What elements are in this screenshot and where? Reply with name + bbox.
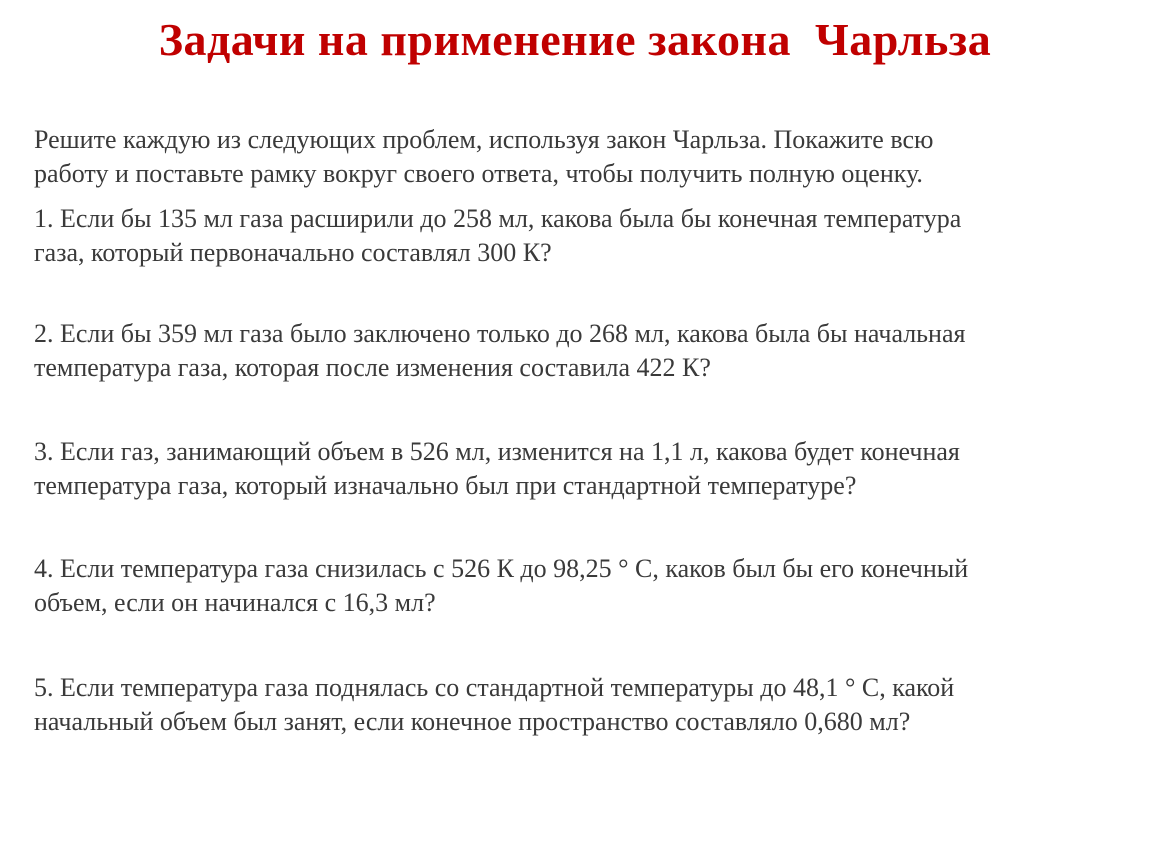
problem-5: 5. Если температура газа поднялась со стандартной температуры до 48,1 ° С, какой начальный объем был занят, если конечное пространство составляло 0,680 мл? [34,673,955,736]
problem-4: 4. Если температура газа снизилась с 526 К до 98,25 ° С, каков был бы его конечный объем, если он начинался с 16,3 мл? [34,554,969,617]
problem-2: 2. Если бы 359 мл газа было заключено только до 268 мл, какова была бы начальная температура газа, которая после изменения составила 422 К? [34,319,966,382]
problem-1: 1. Если бы 135 мл газа расширили до 258 мл, какова была бы конечная температура газа, который первоначально составлял 300 К? [34,204,962,267]
instructions-text: Решите каждую из следующих проблем, используя закон Чарльза. Покажите всю работу и поставьте рамку вокруг своего ответа, чтобы получить полную оценку. [34,125,934,188]
problem-3: 3. Если газ, занимающий объем в 526 мл, изменится на 1,1 л, какова будет конечная температура газа, который изначально был при стандартной температуре? [34,437,960,500]
slide-title: Задачи на применение закона Чарльза [158,14,992,65]
